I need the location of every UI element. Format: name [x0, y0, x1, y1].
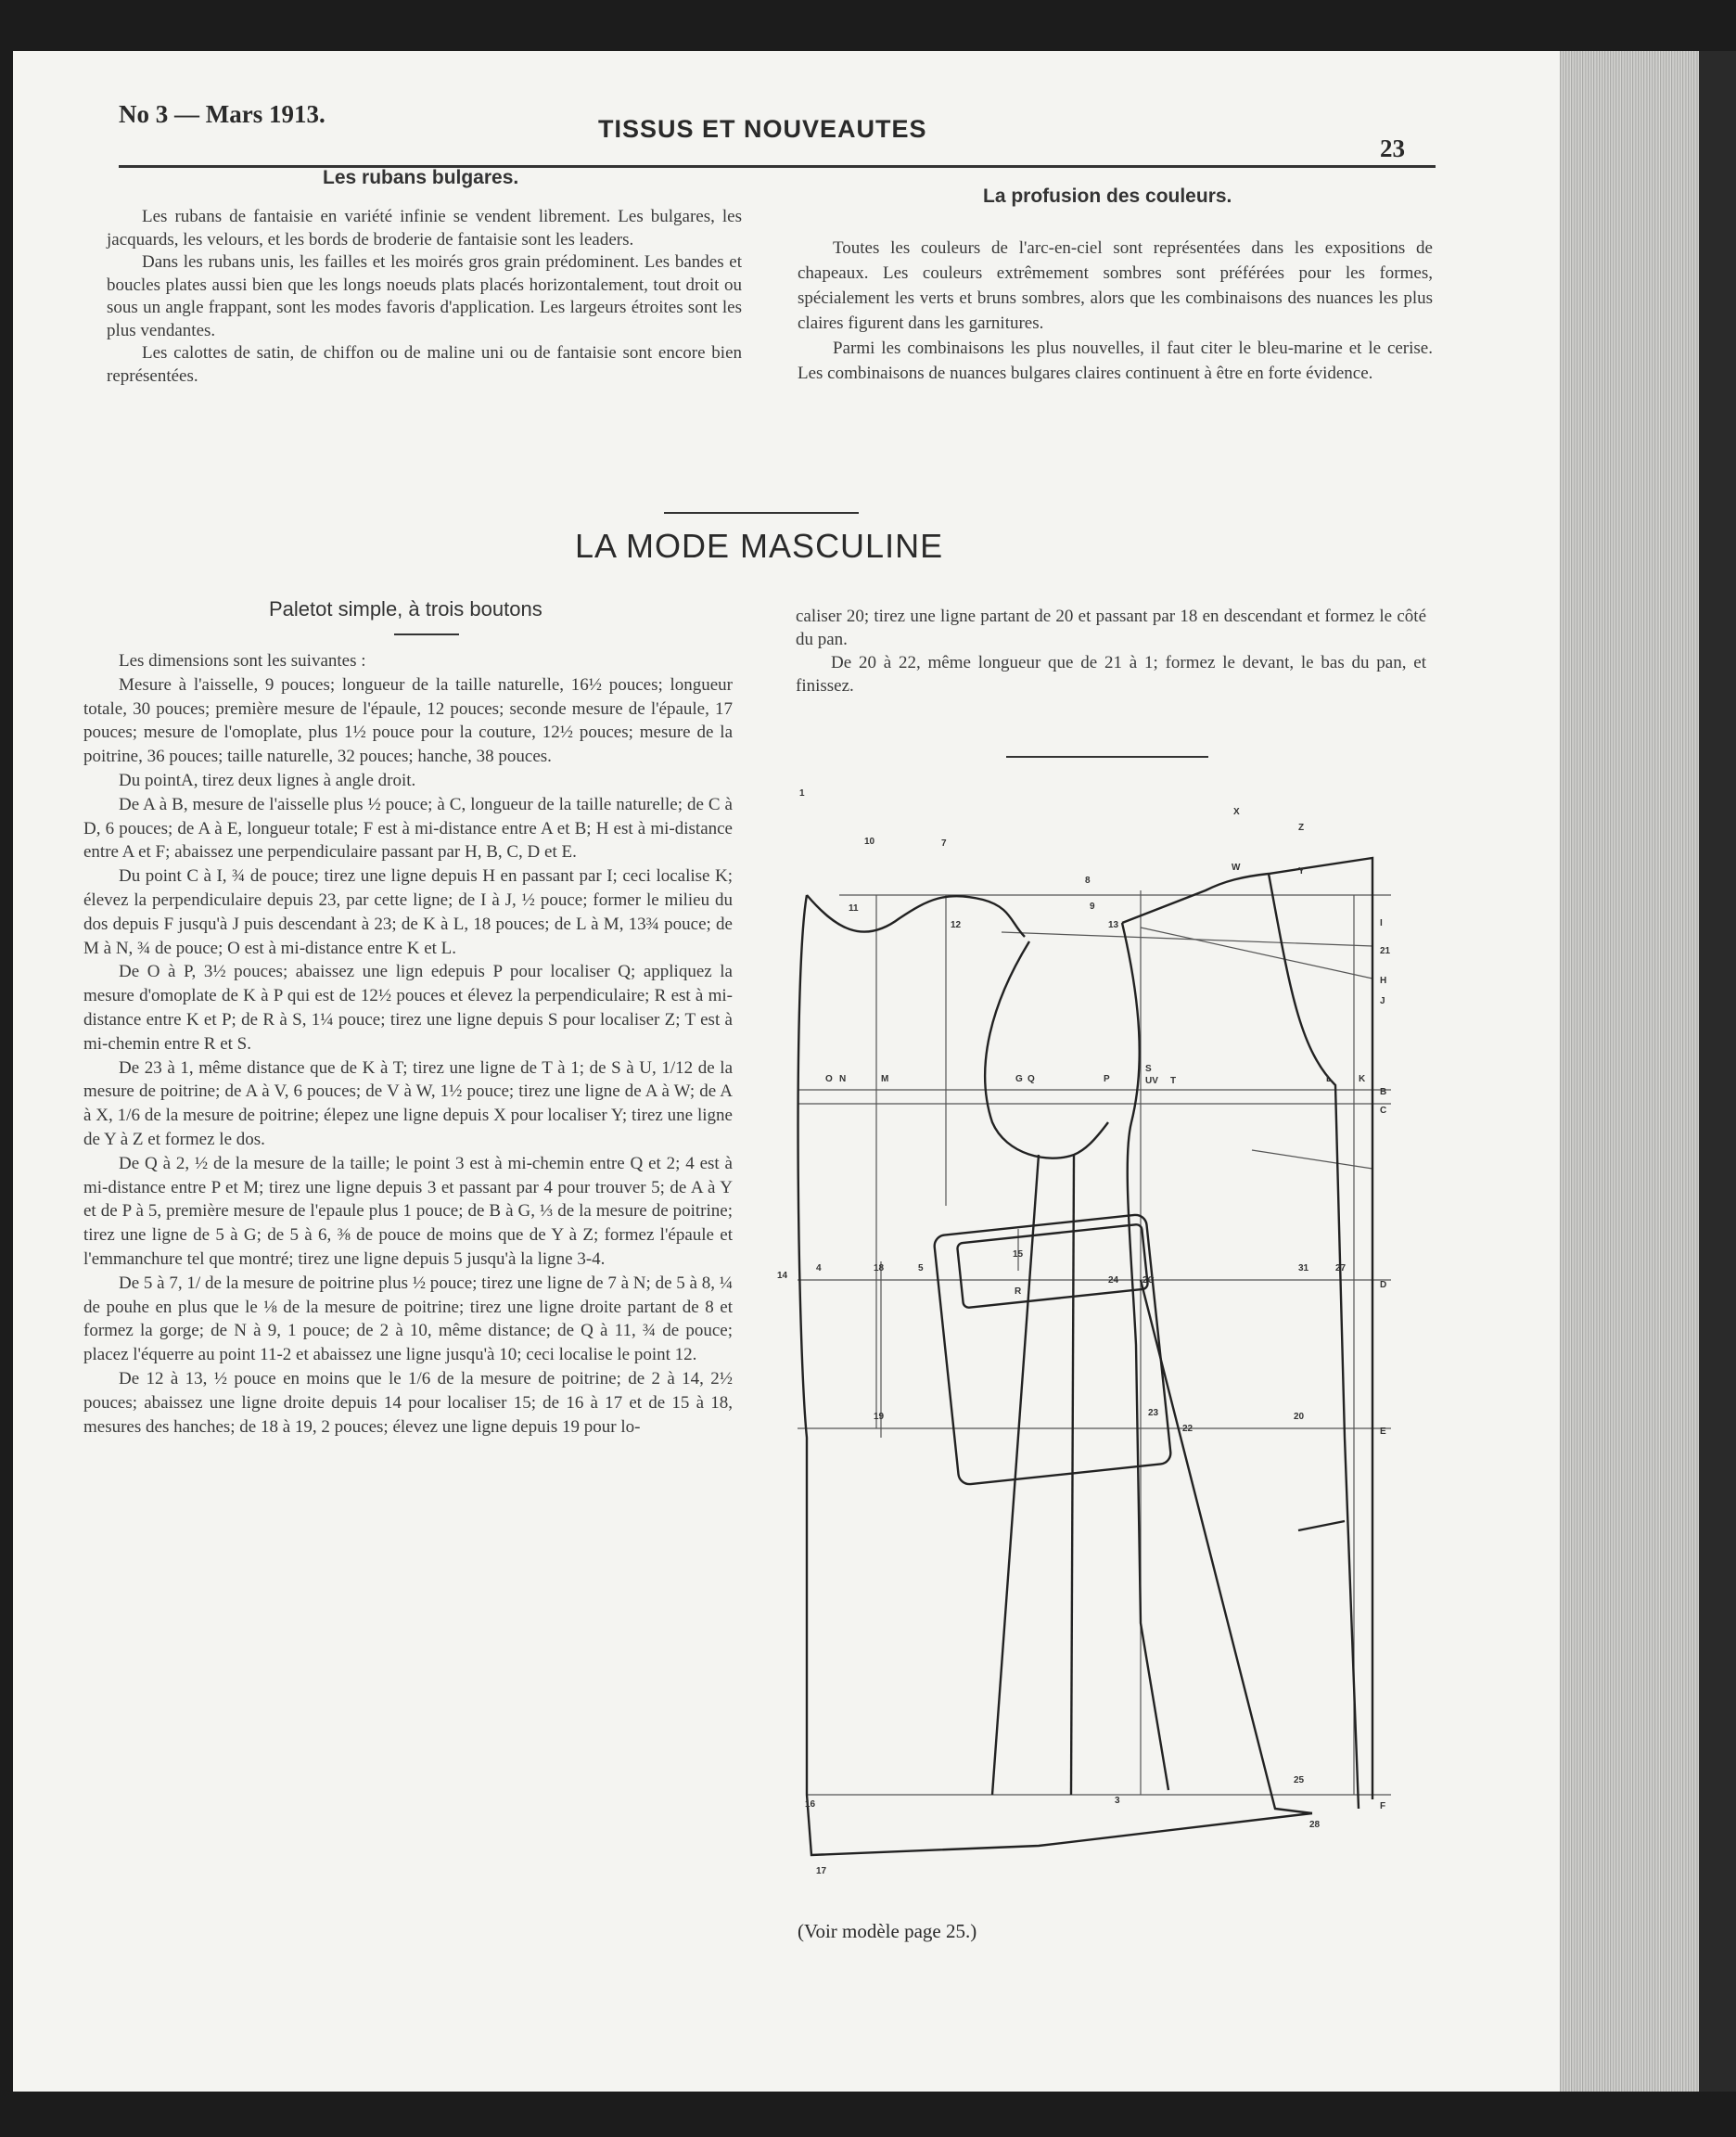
- point-label: 22: [1182, 1424, 1194, 1434]
- point-label: P: [1104, 1074, 1110, 1084]
- point-label: Q: [1028, 1074, 1035, 1084]
- point-label: H: [1380, 976, 1387, 986]
- point-label: 10: [864, 837, 875, 847]
- mode-paragraph: Du pointA, tirez deux lignes à angle droit.: [119, 770, 416, 790]
- coat-pattern-diagram: [779, 788, 1391, 1892]
- mode-paragraph: Du point C à I, ¾ de pouce; tirez une ligne depuis H en passant par I; ceci localise K; élevez la perpendiculaire depuis 23, par cette ligne; de I à J, ½ pouce; former le milieu du dos depuis F jusqu'à J puis descendant à 23; de K à L, 18 pouces; de L à M, 13¾ pouce; de M à N, ¾ de pouce; O est à mi-distance entre K et L.: [83, 866, 733, 958]
- point-label: 11: [849, 903, 859, 914]
- pattern-point-labels: [777, 788, 1391, 1876]
- pattern-separator-rule: [1006, 756, 1208, 758]
- rubans-heading: Les rubans bulgares.: [323, 167, 519, 188]
- point-label: Y: [1298, 866, 1305, 877]
- point-label: B: [1380, 1087, 1387, 1097]
- section-subtitle: Paletot simple, à trois boutons: [269, 597, 542, 621]
- point-label: 25: [1294, 1775, 1305, 1785]
- mode-paragraph: Les dimensions sont les suivantes :: [119, 651, 366, 671]
- point-label: 28: [1309, 1820, 1321, 1830]
- mode-paragraph: De 12 à 13, ½ pouce en moins que le 1/6 de la mesure de poitrine; de 2 à 14, 2½ pouces; abaissez une ligne droite depuis 14 pour localiser 15; de 16 à 17 et de 15 à 18, mesures des hanches; de 18 à 19, 2 pouces; élevez une ligne depuis 19 pour lo-: [83, 1368, 733, 1437]
- couleurs-heading: La profusion des couleurs.: [983, 186, 1232, 207]
- point-label: 14: [777, 1271, 788, 1281]
- point-label: 13: [1108, 920, 1119, 930]
- mode-paragraph: Mesure à l'aisselle, 9 pouces; longueur de la taille naturelle, 16½ pouces; longueur totale, 30 pouces; première mesure de l'épaule, 12 pouces; seconde mesure de l'épaule, 17 pouces; mesure de l'omoplate, plus 1½ pouce pour la couture, 12½ pouces; mesure de la poitrine, 36 pouces; taille naturelle, 32 pouces; hanche, 38 pouces.: [83, 674, 733, 767]
- point-label: I: [1380, 918, 1383, 928]
- header-rule: [119, 165, 1436, 168]
- couleurs-paragraph: Parmi les combinaisons les plus nouvelles, il faut citer le bleu-marine et le cerise. Les combinaisons de nuances bulgares claires continuent à être en forte évidence.: [798, 339, 1433, 383]
- mode-paragraph: De 23 à 1, même distance que de K à T; tirez une ligne de T à 1; de S à U, 1/12 de la mesure de poitrine; de A à V, 6 pouces; de V à W, 1½ pouce; tirez une ligne de A à W; de A à X, 1/6 de la mesure de poitrine; élepez une ligne depuis X pour localiser Y; tirez une ligne de Y à Z et formez le dos.: [83, 1057, 733, 1149]
- point-label: R: [1015, 1286, 1022, 1297]
- point-label: 2C: [1142, 1275, 1155, 1286]
- point-label: 27: [1335, 1263, 1347, 1273]
- point-label: W: [1232, 863, 1241, 873]
- issue-date: No 3 — Mars 1913.: [119, 100, 326, 128]
- point-label: 21: [1380, 946, 1391, 956]
- point-label: K: [1359, 1074, 1366, 1084]
- figure-caption: (Voir modèle page 25.): [798, 1920, 977, 1942]
- point-label: 3: [1115, 1796, 1120, 1806]
- journal-title: TISSUS ET NOUVEAUTES: [598, 115, 927, 143]
- point-label: 23: [1148, 1408, 1159, 1418]
- point-label: L: [1326, 1074, 1333, 1084]
- point-label: 5: [918, 1263, 924, 1273]
- point-label: 1: [799, 788, 805, 799]
- point-label: 12: [951, 920, 962, 930]
- point-label: D: [1380, 1280, 1387, 1290]
- mode-right-column: [796, 605, 1426, 697]
- point-label: 18: [874, 1263, 885, 1273]
- point-label: 24: [1108, 1275, 1119, 1286]
- point-label: G: [1015, 1074, 1023, 1084]
- rubans-paragraph: Les rubans de fantaisie en variété infinie se vendent librement. Les bulgares, les jacquards, les velours, et les bords de broderie de fantaisie sont les leaders.: [107, 207, 742, 250]
- point-label: 17: [816, 1866, 827, 1876]
- subtitle-rule: [394, 633, 459, 635]
- title-ornament-rule: [664, 512, 859, 514]
- rubans-paragraph: Dans les rubans unis, les failles et les moirés gros grain prédominent. Les bandes et boucles plates aussi bien que les longs noeuds plats placés horizontalement, tout droit ou sous un angle frappant, sont les modes favoris d'application. Les largeurs étroites sont les plus vendantes.: [107, 252, 742, 340]
- point-label: 4: [816, 1263, 822, 1273]
- point-label: 8: [1085, 876, 1091, 886]
- mode-paragraph: De A à B, mesure de l'aisselle plus ½ pouce; à C, longueur de la taille naturelle; de C à D, 6 pouces; de A à E, longueur totale; F est à mi-distance entre A et B; H est à mi-distance entre A et F; abaissez une perpendiculaire passant par H, B, C, D et E.: [83, 794, 733, 863]
- point-label: M: [881, 1074, 889, 1084]
- point-label: 31: [1298, 1263, 1309, 1273]
- point-label: 16: [805, 1799, 816, 1810]
- point-label: UV: [1145, 1076, 1158, 1086]
- point-label: 20: [1294, 1412, 1305, 1422]
- point-label: 19: [874, 1412, 885, 1422]
- point-label: O: [825, 1074, 833, 1084]
- point-label: S: [1145, 1064, 1152, 1074]
- rubans-body: [107, 206, 742, 388]
- book-spine-shadow: [1699, 51, 1736, 2092]
- point-label: Z: [1298, 823, 1305, 833]
- point-label: 15: [1013, 1249, 1024, 1260]
- couleurs-paragraph: Toutes les couleurs de l'arc-en-ciel sont représentées dans les expositions de chapeaux. Les couleurs extrêmement sombres sont préférées pour les formes, spécialement les verts et bruns sombres, alors que les combinaisons des nuances les plus claires figurent dans les garnitures.: [798, 238, 1433, 333]
- couleurs-body: [798, 236, 1433, 386]
- book-page-edges: [1560, 51, 1699, 2092]
- point-label: T: [1170, 1076, 1177, 1086]
- point-label: X: [1233, 807, 1240, 817]
- point-label: 7: [941, 838, 947, 849]
- point-label: F: [1380, 1801, 1386, 1811]
- pattern-construction-lines: [798, 858, 1391, 1795]
- rubans-paragraph: Les calottes de satin, de chiffon ou de maline uni ou de fantaisie sont encore bien représentées.: [107, 343, 742, 386]
- point-label: 9: [1090, 902, 1095, 912]
- point-label: C: [1380, 1106, 1387, 1116]
- point-label: J: [1380, 996, 1385, 1006]
- mode-paragraph: De 20 à 22, même longueur que de 21 à 1; formez le devant, le bas du pan, et finissez.: [796, 653, 1426, 696]
- point-label: E: [1380, 1427, 1386, 1437]
- mode-paragraph: De 5 à 7, 1/ de la mesure de poitrine plus ½ pouce; tirez une ligne de 7 à N; de 5 à 8, ¼ de pouhe en plus que le ⅛ de la mesure de poitrine; tirez une ligne droite partant de 8 et formez la gorge; de N à 9, 1 pouce; de 2 à 10, même distance; de Q à 11, ¾ de pouce; placez l'équerre au point 11-2 et abaissez une ligne jusqu'à 10; ceci localise le point 12.: [83, 1273, 733, 1365]
- mode-paragraph: De O à P, 3½ pouces; abaissez une lign edepuis P pour localiser Q; appliquez la mesure d'omoplate de K à P qui est de 12½ pouces et élevez la perpendiculaire; R est à mi-distance entre K et P; de R à S, 1¼ pouce; tirez une ligne depuis S pour localiser Z; T est à mi-chemin entre R et S.: [83, 962, 733, 1054]
- section-title: LA MODE MASCULINE: [575, 527, 944, 565]
- mode-paragraph: caliser 20; tirez une ligne partant de 20 et passant par 18 en descendant et formez le côté du pan.: [796, 607, 1426, 649]
- mode-paragraph: De Q à 2, ½ de la mesure de la taille; le point 3 est à mi-chemin entre Q et 2; 4 est à mi-distance entre P et M; tirez une ligne depuis 3 et passant par 4 pour trouver 5; de A à Y et de P à 5, première mesure de l'epaule plus 1 pouce; de B à G, ⅓ de la mesure de poitrine; tirez une ligne de 5 à G; de 5 à 6, ⅜ de pouce de moins que de Y à Z; formez l'épaule et l'emmanchure tel que montré; tirez une ligne depuis 5 jusqu'à la ligne 3-4.: [83, 1153, 733, 1269]
- pattern-outlines: [798, 858, 1372, 1855]
- page-number: 23: [1380, 134, 1405, 162]
- mode-left-column: [83, 649, 733, 1439]
- point-label: N: [839, 1074, 847, 1084]
